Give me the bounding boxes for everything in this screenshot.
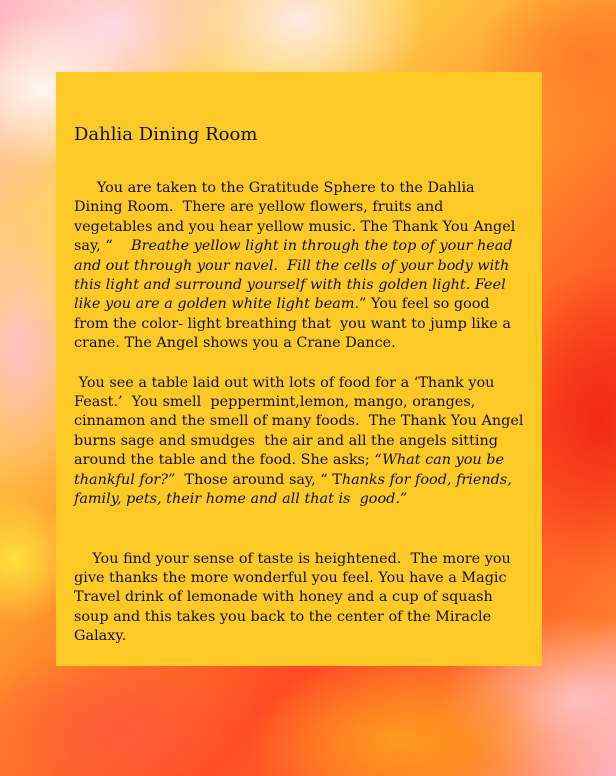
page-title: Dahlia Dining Room — [74, 124, 258, 145]
paragraph2-question: “What can you be thankful for?” — [74, 452, 509, 488]
paragraph-gratitude-sphere — [74, 179, 524, 354]
paragraph-thank-you-feast — [74, 374, 529, 510]
paragraph1-quote: Breathe yellow light in through the top of your head and out through your navel. Fill the cells of your body with this light and surround yourself with this golden light. Feel like you are a golden white light beam. — [74, 238, 518, 313]
paragraph1-text-a: You are taken to the Gratitude Sphere to the Dahlia Dining Room. There are yellow flowers, fruits and vegetables and you hear yellow music. The Thank You Angel say, “ — [74, 180, 520, 255]
paragraph2-text-b: Those around say, “ T — [175, 471, 342, 488]
paragraph2-text-a: You see a table laid out with lots of food for a ‘Thank you Feast.’ You smell peppermint,lemon, mango, oranges, cinnamon and the smell of many foods. The Thank You Angel burns sage and smudges the air and all the angels sitting around the table and the food. She asks; — [74, 374, 529, 469]
paragraph2-answer: hanks for food, friends, family, pets, their home and all that is good.” — [74, 471, 517, 508]
paragraph1-text-b: ” You feel so good from the color- light breathing that you want to jump like a crane. The Angel shows you a Crane Dance. — [74, 296, 516, 352]
story-panel — [56, 72, 542, 666]
paragraph-sense-of-taste: You find your sense of taste is heightened. The more you give thanks the more wonderful you feel. You have a Magic Travel drink of lemonade with honey and a cup of squash soup and this takes you back to the center of the Miracle Galaxy. — [74, 550, 516, 645]
